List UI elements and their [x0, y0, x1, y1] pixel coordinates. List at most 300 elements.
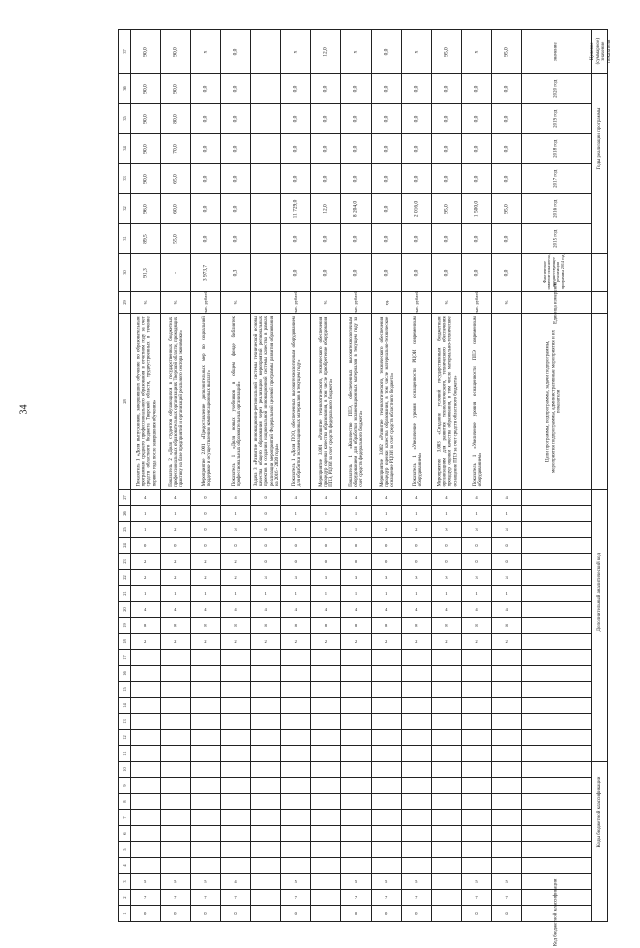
classifier-code-digit: 0 — [264, 559, 267, 564]
year-value: 65,0 — [172, 173, 179, 184]
classifier-code-digit: 4 — [234, 495, 237, 500]
classifier-code-cell — [220, 698, 250, 714]
year-value-cell — [492, 74, 522, 104]
classifier-code-cell — [160, 538, 190, 554]
column-number: 35 — [121, 116, 127, 121]
classifier-code-cell — [281, 522, 311, 538]
classifier-code-cell — [461, 906, 491, 922]
classifier-code-cell — [160, 682, 190, 698]
classifier-code-cell — [160, 762, 190, 778]
year-value: 90,0 — [142, 113, 149, 124]
classifier-code-digit: 1 — [324, 527, 328, 532]
table-row — [119, 314, 608, 490]
classifier-code-cell — [341, 506, 371, 522]
classifier-code-cell — [431, 570, 461, 586]
table-row — [119, 762, 608, 778]
year-value: 0,0 — [322, 115, 329, 122]
classifier-code-cell — [251, 490, 281, 506]
classifier-code-cell — [251, 602, 281, 618]
table-row — [119, 30, 608, 74]
classifier-code-cell — [492, 618, 522, 634]
classifier-code-digit: 3 — [475, 527, 478, 532]
base-value-cell — [281, 254, 311, 292]
table-row — [119, 224, 608, 254]
classifier-code-cell — [281, 602, 311, 618]
header-label: 2015 год — [553, 229, 559, 248]
classifier-code-cell — [220, 538, 250, 554]
header-label: 2016 год — [553, 199, 559, 218]
classifier-code-cell — [130, 666, 160, 682]
classifier-code-cell — [341, 826, 371, 842]
classifier-code-digit: 0 — [294, 559, 297, 564]
classifier-code-digit: 0 — [204, 911, 207, 916]
unit-value-cell — [311, 292, 341, 314]
classifier-code-cell — [251, 554, 281, 570]
unit-value-cell — [160, 292, 190, 314]
classifier-code-cell — [311, 794, 341, 810]
classifier-code-digit: 2 — [234, 639, 237, 644]
indicator-description: Задача 3 «Развитие инновационно-региональной системы технической основы качества общего образования через реализацию мероприятий региональных проектов в создании национальной инновационной системы качества в рамках реализации мероприятий Федеральной целевой программы развития образования на 2016 - 2020 годы» — [254, 316, 280, 487]
header-label: 2019 год — [553, 109, 559, 128]
classifier-code-cell — [251, 874, 281, 890]
classifier-code-cell — [190, 746, 220, 762]
base-value-cell — [341, 254, 371, 292]
classifier-code-cell — [461, 746, 491, 762]
column-number: 6 — [121, 832, 127, 835]
rotated-table-container — [118, 29, 612, 946]
classifier-code-cell — [431, 714, 461, 730]
classifier-code-cell — [130, 506, 160, 522]
classifier-code-cell — [220, 682, 250, 698]
classifier-code-cell — [311, 730, 341, 746]
column-number-cell — [119, 586, 131, 602]
column-number: 15 — [121, 687, 127, 692]
classifier-code-cell — [401, 906, 431, 922]
classifier-code-cell — [461, 506, 491, 522]
years-group-title: Годы реализации программы — [596, 107, 602, 170]
column-number: 4 — [121, 864, 127, 867]
classifier-code-cell — [190, 650, 220, 666]
classifier-code-cell — [281, 666, 311, 682]
indicator-description: Мероприятие 3.001 «Развитие технологического, технического обеспечения процедур оценки качества образования, в том числе приобретение оборудования ППЭ, РЦОИ за счет средств федерального бюджета» — [319, 316, 335, 487]
header-label: 2017 год — [553, 169, 559, 188]
indicator-description-cell — [492, 314, 522, 490]
year-value: 0,0 — [202, 175, 209, 182]
classifier-code-digit: 2 — [415, 527, 418, 532]
classifier-code-cell — [461, 682, 491, 698]
year-value-cell — [190, 164, 220, 194]
year-value-cell — [431, 194, 461, 224]
unit-value-cell — [251, 292, 281, 314]
classifier-code-cell — [220, 890, 250, 906]
classifier-code-digit: 1 — [264, 591, 267, 596]
base-value: 0,3 — [232, 269, 239, 276]
year-value: 0,0 — [503, 235, 510, 242]
header-label: Цели программы, подпрограммы, задачи подпрограммы, мероприятия подпрограммы, административные мероприятия и их показатели — [545, 330, 562, 473]
classifier-code-digit: 7 — [174, 895, 177, 900]
classifier-code-cell — [160, 778, 190, 794]
target-value: х — [353, 50, 360, 53]
classifier-code-digit: 4 — [143, 495, 147, 500]
classifier-code-cell — [341, 698, 371, 714]
base-value: 0,0 — [473, 269, 480, 276]
classifier-code-cell — [371, 634, 401, 650]
classifier-code-cell — [160, 490, 190, 506]
year-value-cell — [160, 134, 190, 164]
classifier-code-cell — [401, 682, 431, 698]
year-value: 0,0 — [322, 145, 329, 152]
classifier-code-cell — [130, 538, 160, 554]
column-number-cell — [119, 30, 131, 74]
classifier-code-digit: 0 — [174, 911, 177, 916]
classifier-code-cell — [431, 522, 461, 538]
classifier-code-digit: 2 — [294, 639, 297, 644]
year-value-cell — [251, 104, 281, 134]
classifier-code-cell — [461, 858, 491, 874]
base-value-cell — [461, 254, 491, 292]
unit-value-cell — [220, 292, 250, 314]
header-label: значение — [553, 42, 559, 61]
table-row — [119, 74, 608, 104]
classifier-code-cell — [281, 538, 311, 554]
classifier-code-digit: 5 — [505, 879, 508, 884]
column-number-cell — [119, 650, 131, 666]
classifier-code-cell — [190, 682, 220, 698]
empty-group-cell — [591, 292, 607, 314]
year-value-cell — [220, 104, 250, 134]
classifier-code-cell — [251, 698, 281, 714]
page-number: 34 — [18, 404, 30, 415]
year-value: 0,0 — [292, 85, 299, 92]
year-value: 0,0 — [353, 175, 360, 182]
classifier-code-cell — [461, 698, 491, 714]
table-row — [119, 778, 608, 794]
classifier-code-digit: 4 — [505, 607, 508, 612]
classifier-code-digit: 5 — [143, 879, 147, 884]
column-number-cell — [119, 618, 131, 634]
classifier-code-cell — [130, 602, 160, 618]
classifier-code-cell — [281, 842, 311, 858]
table-row — [119, 538, 608, 554]
table-row — [119, 682, 608, 698]
classifier-code-digit: 0 — [475, 911, 478, 916]
classifier-code-cell — [190, 842, 220, 858]
table-row — [119, 826, 608, 842]
classifier-code-cell — [401, 602, 431, 618]
classifier-code-digit: 0 — [505, 911, 508, 916]
year-value: 0,0 — [322, 85, 329, 92]
classifier-code-cell — [341, 810, 371, 826]
year-value-cell — [401, 74, 431, 104]
classifier-code-cell — [492, 714, 522, 730]
year-value: 0,0 — [413, 85, 420, 92]
header-label-cell — [522, 281, 592, 324]
classifier-code-digit: 5 — [384, 879, 388, 884]
classifier-code-digit: 3 — [234, 527, 237, 532]
target-value: 0,0 — [383, 48, 390, 55]
classifier-code-digit: 1 — [324, 511, 328, 516]
classifier-code-cell — [220, 810, 250, 826]
classifier-code-cell — [220, 714, 250, 730]
table-row — [119, 164, 608, 194]
table-row — [119, 858, 608, 874]
classifier-code-cell — [341, 666, 371, 682]
column-number-cell — [119, 490, 131, 506]
classifier-code-digit: 7 — [475, 895, 478, 900]
classifier-code-cell — [371, 778, 401, 794]
column-number: 8 — [121, 800, 127, 803]
target-value-cell — [371, 30, 401, 74]
year-value: 0,0 — [443, 175, 450, 182]
classifier-code-digit: 1 — [505, 591, 508, 596]
year-value-cell — [371, 224, 401, 254]
unit-value: тыс. рублей — [474, 291, 480, 314]
column-number-cell — [119, 810, 131, 826]
target-value-cell — [130, 30, 160, 74]
year-value-cell — [461, 224, 491, 254]
column-number: 34 — [121, 146, 127, 151]
classifier-code-cell — [371, 570, 401, 586]
classifier-code-cell — [401, 698, 431, 714]
classifier-code-digit: 4 — [204, 607, 207, 612]
classifier-code-digit: 4 — [445, 495, 448, 500]
classifier-code-cell — [281, 794, 311, 810]
classifier-code-cell — [431, 778, 461, 794]
classifier-code-digit: 1 — [445, 591, 448, 596]
classifier-code-cell — [251, 842, 281, 858]
year-value-cell — [281, 134, 311, 164]
classifier-code-cell — [401, 778, 431, 794]
year-value-cell — [371, 104, 401, 134]
classifier-code-cell — [160, 554, 190, 570]
classifier-code-digit: 8 — [415, 623, 418, 628]
classifier-code-cell — [190, 890, 220, 906]
table-row — [119, 522, 608, 538]
classifier-code-cell — [251, 570, 281, 586]
column-number: 24 — [121, 543, 127, 548]
year-value: 0,0 — [322, 175, 329, 182]
classifier-code-digit: 8 — [294, 623, 297, 628]
target-value: х — [202, 50, 209, 53]
classifier-code-cell — [461, 890, 491, 906]
column-number: 37 — [121, 49, 127, 54]
classifier-code-cell — [251, 506, 281, 522]
year-value-cell — [341, 164, 371, 194]
year-value: 89,5 — [142, 233, 149, 244]
column-number: 16 — [121, 671, 127, 676]
year-value-cell — [220, 194, 250, 224]
classifier-code-cell — [281, 762, 311, 778]
indicator-description-cell — [190, 314, 220, 490]
year-value-cell — [160, 104, 190, 134]
column-number-cell — [119, 506, 131, 522]
classifier-code-cell — [130, 570, 160, 586]
classifier-code-cell — [160, 730, 190, 746]
year-value: 1 500,0 — [473, 200, 480, 217]
indicator-description: Показатель 1 «Количество ППЭ, обеспеченных высокотехнологичным оборудованием для обработки экзаменационных материалов в текущем году за счет средств федерального бюджета» — [349, 316, 366, 487]
year-value-cell — [461, 194, 491, 224]
classifier-code-digit: 2 — [415, 639, 418, 644]
classifier-code-cell — [220, 522, 250, 538]
classifier-code-cell — [220, 634, 250, 650]
classifier-code-digit: 8 — [475, 623, 478, 628]
table-row — [119, 906, 608, 922]
table-row — [119, 794, 608, 810]
column-number: 7 — [121, 816, 127, 819]
classifier-code-digit: 0 — [294, 911, 297, 916]
classifier-code-digit: 7 — [354, 895, 358, 900]
classifier-code-cell — [190, 506, 220, 522]
classifier-code-digit: 2 — [204, 575, 207, 580]
classifier-code-digit: 3 — [415, 575, 418, 580]
classifier-code-cell — [130, 522, 160, 538]
classifier-code-cell — [461, 826, 491, 842]
column-number-cell — [119, 666, 131, 682]
target-value-cell — [190, 30, 220, 74]
classifier-code-cell — [371, 682, 401, 698]
classifier-code-cell — [190, 778, 220, 794]
classifier-code-digit: 0 — [294, 543, 297, 548]
unit-value: % — [233, 300, 239, 305]
classifier-code-cell — [251, 714, 281, 730]
classifier-code-cell — [251, 762, 281, 778]
classifier-code-cell — [461, 730, 491, 746]
classifier-code-digit: 3 — [445, 575, 448, 580]
year-value-cell — [220, 74, 250, 104]
indicator-description-cell — [220, 314, 250, 490]
column-number-cell — [119, 224, 131, 254]
year-value-cell — [341, 74, 371, 104]
classifier-code-cell — [371, 826, 401, 842]
column-number: 13 — [121, 719, 127, 724]
classifier-code-digit: 1 — [384, 591, 388, 596]
classifier-code-digit: 1 — [174, 511, 177, 516]
table-row — [119, 554, 608, 570]
year-value-cell — [431, 164, 461, 194]
indicator-description — [507, 314, 509, 490]
column-number-cell — [119, 292, 131, 314]
column-number: 31 — [121, 236, 127, 241]
year-value: 0,0 — [413, 145, 420, 152]
year-value: 0,0 — [383, 205, 390, 212]
classifier-code-cell — [160, 746, 190, 762]
classifier-code-digit: 1 — [143, 511, 147, 516]
header-label-cell — [522, 878, 592, 946]
column-number-cell — [119, 826, 131, 842]
classifier-code-cell — [401, 666, 431, 682]
year-value: 0,0 — [232, 205, 239, 212]
year-value: 90,0 — [142, 143, 149, 154]
classifier-code-digit: 0 — [384, 911, 388, 916]
table-row — [119, 810, 608, 826]
classifier-code-digit: 5 — [294, 879, 297, 884]
classifier-code-cell — [190, 634, 220, 650]
classifier-code-cell — [401, 586, 431, 602]
classifier-code-digit: 0 — [204, 527, 207, 532]
classifier-code-cell — [401, 650, 431, 666]
classifier-code-cell — [190, 714, 220, 730]
indicator-description: Мероприятие 2.001 «Предоставление дополнительных мер по социальной поддержке и осуществлению компенсационных выплат» — [201, 316, 212, 487]
program-code-title: Дополнительный аналитический код — [596, 552, 602, 632]
classifier-code-cell — [251, 906, 281, 922]
year-value-cell — [341, 224, 371, 254]
year-value-cell — [220, 134, 250, 164]
year-value-cell — [461, 104, 491, 134]
classifier-code-cell — [492, 730, 522, 746]
classifier-code-cell — [431, 906, 461, 922]
classifier-code-cell — [371, 810, 401, 826]
classifier-code-cell — [130, 634, 160, 650]
classifier-code-digit: 0 — [415, 543, 418, 548]
classifier-code-cell — [492, 874, 522, 890]
indicator-description: Показатель 1 «Доля новых учебников в общем фонде библиотек профессиональных образовательных организаций» — [231, 316, 242, 487]
classifier-code-cell — [461, 762, 491, 778]
classifier-code-cell — [160, 650, 190, 666]
classifier-code-digit: 2 — [445, 639, 448, 644]
classifier-code-cell — [190, 522, 220, 538]
classifier-code-cell — [341, 490, 371, 506]
year-value: 96,0 — [142, 203, 149, 214]
classifier-code-cell — [492, 586, 522, 602]
classifier-code-cell — [492, 570, 522, 586]
classifier-code-digit: 8 — [324, 623, 328, 628]
classifier-code-digit: 8 — [143, 623, 147, 628]
classifier-code-cell — [492, 890, 522, 906]
classifier-code-cell — [461, 490, 491, 506]
indicator-description: Мероприятие 3.002 «Развитие технологического, технического обеспечения процедур оценки качества образования, в том числе материально-техническое оснащение РЦОИ за счет средств областного бюджета» — [379, 316, 396, 487]
column-number: 17 — [121, 655, 127, 660]
classifier-code-cell — [190, 538, 220, 554]
classifier-code-cell — [160, 602, 190, 618]
classifier-code-digit: 5 — [354, 879, 358, 884]
classifier-code-cell — [492, 602, 522, 618]
classifier-code-digit: 1 — [143, 591, 147, 596]
classifier-code-cell — [130, 778, 160, 794]
classifier-code-cell — [281, 778, 311, 794]
classifier-code-cell — [371, 906, 401, 922]
classifier-code-digit: 1 — [445, 511, 448, 516]
classifier-code-cell — [220, 746, 250, 762]
classifier-code-cell — [341, 602, 371, 618]
year-value: 0,0 — [503, 115, 510, 122]
classifier-code-cell — [311, 554, 341, 570]
target-value: 12,0 — [322, 46, 329, 57]
classifier-code-cell — [492, 506, 522, 522]
year-value-cell — [431, 224, 461, 254]
year-value-cell — [401, 194, 431, 224]
classifier-code-cell — [160, 858, 190, 874]
classifier-code-cell — [311, 490, 341, 506]
classifier-code-digit: 2 — [143, 639, 147, 644]
classifier-code-cell — [160, 506, 190, 522]
unit-value: % — [172, 300, 178, 305]
classifier-code-digit: 4 — [324, 607, 328, 612]
classifier-code-digit: 2 — [384, 639, 388, 644]
classifier-code-cell — [431, 858, 461, 874]
base-value-cell — [401, 254, 431, 292]
classifier-code-cell — [281, 730, 311, 746]
classifier-code-cell — [311, 698, 341, 714]
base-value: 0,0 — [383, 269, 390, 276]
classifier-code-cell — [190, 874, 220, 890]
classifier-code-cell — [130, 826, 160, 842]
classifier-code-cell — [251, 746, 281, 762]
classifier-code-cell — [130, 874, 160, 890]
classifier-code-cell — [492, 906, 522, 922]
classifier-code-cell — [190, 858, 220, 874]
classifier-code-cell — [311, 890, 341, 906]
classifier-code-cell — [461, 650, 491, 666]
